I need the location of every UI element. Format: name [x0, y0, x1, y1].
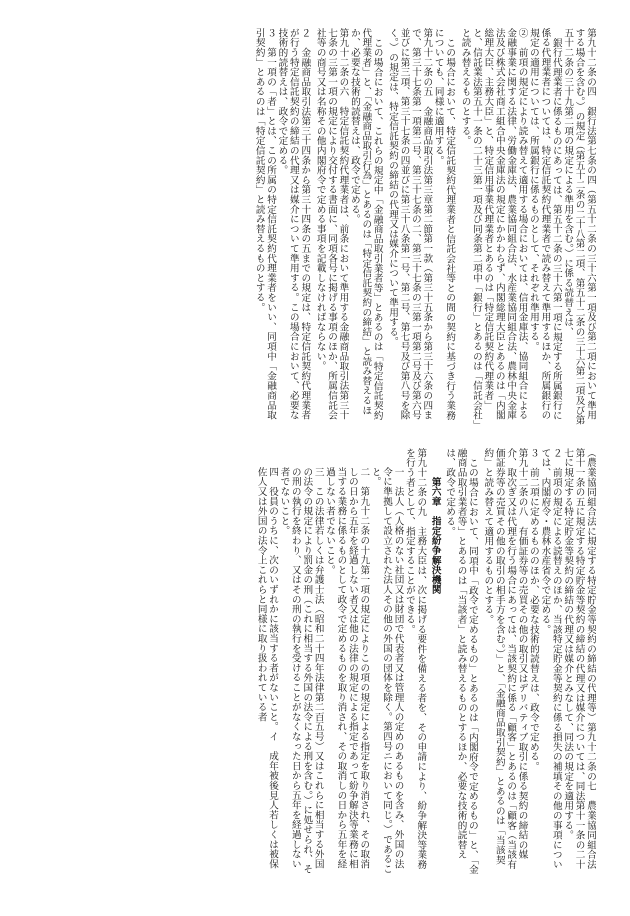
- list-item-2: 二 第九十二条の十九第一項の規定によりこの項の規定による指定を取り消され、その取消しの日から五年を経過しない者又は他の法律の規定による指定であって紛争解決等業務に相当する業務に係るものとして政令で定めるものを取り消され、その取消しの日から五年を経過しない者でないこと。: [324, 467, 370, 869]
- upper-paragraph-5: この場合において、これらの規定中「金融商品取引業者等」とあるのは「特定信託契約代理業者」と、「金融商品取引行為」とあるのは「特定信託契約の締結」と読み替えるほか、必要な技術的読替えは、政令で定める。: [348, 28, 383, 420]
- list-item-1: 一 法人（人格のない社団又は財団で代表者又は管理人の定めのあるものを含み、外国の法令に準拠して設立された法人その他の外国の団体を除く。第四号ニにおいて同じ。）であること。: [369, 467, 404, 874]
- article-92-5: 第九十二条の五 金融商品取引法第三章第二節第一款（第三十五条から第三十六条の四まで、第三十七条第一項第二号、第三十七条の二、第三十七条の三第一項第二号及び第六号並びに第三項、第三十七条の四並びに第三十八条第一号、第二号、第七号及び第八号を除く。）の規定は、特定信託契約の締結の代理又は媒介について準用する。: [387, 28, 433, 420]
- upper-paragraph-3: この場合において、特定信託契約代理業者と信託会社等との間の契約に基づき行う業務についても、同様に適用する。: [432, 28, 456, 420]
- upper-paragraph-7: ２ 金融商品取引法第三十四条から第三十四条の五までの規定は、特定信託契約代理業者が行う特定信託契約の締結の代理又は媒介について準用する。この場合において、必要な技術的読替えは、政令で定める。: [276, 28, 311, 420]
- lower-text-block: [31, 448, 596, 878]
- list-item-4: 四 役員のうちに、次のいずれかに該当する者がないこと。イ 成年被後見人若しくは被保佐人又は外国の法令上これらと同様に取り扱われている者: [255, 467, 279, 869]
- lower-paragraph-2: ２ 前項の規定による読替えのほか、当該特定貯金等契約に係る損失の補填その他の事項については、内閣府令・農林水産省令で定める。: [539, 448, 562, 870]
- article-92-6: 第九十二条の六 特定信託契約代理業者は、前条において準用する金融商品取引法第三十七条の三第一項の規定により交付する書面に、同項各号に掲げる事項のほか、所属信託会社等の商号又は名称その他内閣府令で定める事項を記載しなければならない。: [314, 28, 349, 420]
- upper-paragraph-8: ３ 第一項の「者」とは、この所属の特定信託契約代理業者をいい、同項中「金融商品取引契約」とあるのは「特定信託契約」と読み替えるものとする。: [253, 28, 277, 420]
- upper-text-block: [31, 28, 596, 426]
- article-92-4-heading: 第九十二条の四 銀行法第七条の四（第五十二条の三十六第一項及び第二項において準用する場合を含む。）の規定（第五十二条の二十八第二項、第五十二条の三十六第二項及び第五十二条の三十九第二項の規定による準用を含む。）に係る読替えは、: [562, 28, 596, 425]
- lower-paragraph-3: ３ 前二項に定めるもののほか、必要な技術的読替えは、政令で定める。: [527, 448, 539, 772]
- upper-paragraph-2: ② 前項の規定により読み替えて適用する場合においては、信用金庫法、協同組合による金融事業に関する法律、労働金庫法、農業協同組合法、水産業協同組合法、農林中央金庫法及び株式会社商工組合中央金庫法の規定にかかわらず、内閣総理大臣とあるのは「内閣総理大臣、主務大臣」と、特定信用事業代理業者とあるのは「特定信託契約代理業者」と、信託業法第五十一条の二十三第一項及び同条第二項中「銀行」とあるのは「信託会社」と読み替えるものとする。: [459, 28, 528, 425]
- chapter-heading: 第六章 指定紛争解決機関: [429, 476, 441, 595]
- article-92-9: 第九十二条の九 主務大臣は、次に掲げる要件を備える者を、その申請により、紛争解決等業務を行う者として、指定することができる。: [403, 448, 427, 870]
- lower-paragraph-5: この場合において、同項中「政令で定めるもの」とあるのは「内閣府令で定めるもの」と、「金融商品取引業者等」とあるのは「当該者」と読み替えるものとするほか、必要な技術的読替えは、政令で定める。: [444, 448, 478, 875]
- article-92-7: （農業協同組合法に規定する特定貯金等契約の締結の代理等）第九十二条の七 農業協同組合法第十一条の五に規定する特定貯金等契約の締結の代理又は媒介については、同法第十一条の二十七に規定する特定貯金等契約の締結の代理又は媒介とみなして、同法の規定を適用する。: [562, 448, 596, 870]
- upper-paragraph-1: 銀行代理業者に係るものにあっては、第五十二条の三十六第一項に規定する所属銀行に係る代理業者については、特定信託契約代理業者で読み替えて準用するほか、所属銀行の規定の適用については、所属銀行に係るものとして、それぞれ準用する。: [527, 28, 562, 420]
- article-92-8: 第九十二条の八 有価証券等の売買その他の取引又はデリバティブ取引に係る契約の締結の媒介、取次ぎ又は代理を行う場合にあっては、当該契約に係る「顧客」とあるのは「顧客（当該有価証券等の売買その他の取引の相手方を含む。）」と、「金融商品取引契約」とあるのは「当該契約」と読み替えて適用するものとする。: [482, 448, 528, 870]
- list-item-3: 三 この法律若しくは弁護士法（昭和二十四年法律第二百五号）又はこれらに相当する外国の法令の規定により罰金の刑（これに相当する外国の法令による刑を含む。）に処せられ、その刑の執行を終わり、又はその刑の執行を受けることがなくなった日から五年を経過しない者でないこと。: [278, 467, 324, 874]
